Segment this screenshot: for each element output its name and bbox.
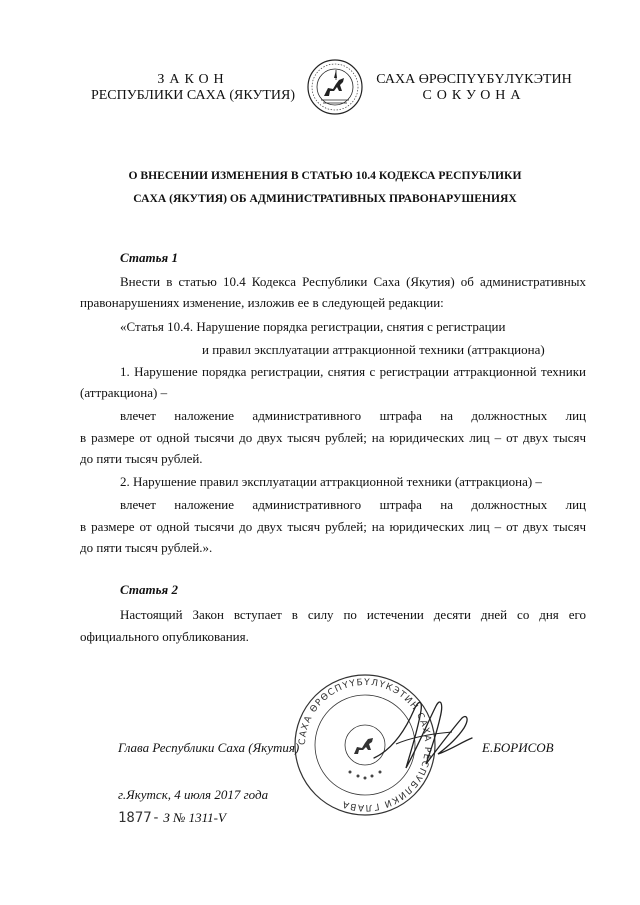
signatory-position: Глава Республики Саха (Якутия): [118, 740, 300, 755]
header-left-block: [78, 72, 308, 104]
part-2-line-3: в размере от одной тысячи до двух тысяч рублей; на юридических лиц – от двух тысяч: [80, 519, 586, 534]
stamp-ring-text: САХА ӨРӨСПҮҮБҮЛҮКЭТИН САХА РЕСПУБЛИКИ ГЛАВА: [297, 677, 433, 813]
part-1-line-4: в размере от одной тысячи до двух тысяч рублей; на юридических лиц – от двух тысяч: [80, 430, 586, 445]
article-2-line-2: официального опубликования.: [80, 629, 249, 644]
place-and-date: г.Якутск, 4 июля 2017 года: [118, 787, 269, 802]
coat-of-arms-emblem-icon: [306, 58, 364, 116]
law-number: З № 1311-V: [163, 810, 226, 825]
header-left-republic: РЕСПУБЛИКИ САХА (ЯКУТИЯ): [90, 88, 296, 103]
quote-title-line-2: и правил эксплуатации аттракционной техники (аттракциона): [202, 342, 545, 357]
document-title: [90, 164, 560, 210]
part-2-line-1: 2. Нарушение правил эксплуатации аттракционной техники (аттракциона) –: [120, 474, 542, 489]
part-2-line-4: до пяти тысяч рублей.».: [80, 540, 213, 555]
article-1-intro-line-1: Внести в статью 10.4 Кодекса Республики Саха (Якутия) об административных: [120, 274, 586, 289]
part-1-line-5: до пяти тысяч рублей.: [80, 451, 203, 466]
signatory-name: Е.БОРИСОВ: [482, 740, 554, 755]
article-2-line-1: Настоящий Закон вступает в силу по истечении десяти дней со дня его: [120, 607, 586, 622]
article-1-heading: Статья 1: [120, 250, 178, 265]
part-1-line-1: 1. Нарушение порядка регистрации, снятия с регистрации аттракционной техники: [120, 364, 586, 379]
part-1-line-2: (аттракциона) –: [80, 385, 168, 400]
part-2-line-2: влечет наложение административного штрафа на должностных лиц: [120, 497, 586, 512]
header-right-republic: САХА ӨРӨСПҮҮБҮЛҮКЭТИН: [376, 72, 572, 87]
handwritten-registration-number: 1877-: [118, 810, 161, 826]
part-1-line-3: влечет наложение административного штрафа на должностных лиц: [120, 408, 586, 423]
registration-number: [118, 810, 226, 826]
quote-title-line-1: «Статья 10.4. Нарушение порядка регистрации, снятия с регистрации: [120, 319, 506, 334]
article-1-intro-line-2: правонарушениях изменение, изложив ее в следующей редакции:: [80, 295, 444, 310]
handwritten-signature-icon: [366, 688, 478, 778]
article-2-heading: Статья 2: [120, 582, 178, 597]
title-line-2: САХА (ЯКУТИЯ) ОБ АДМИНИСТРАТИВНЫХ ПРАВОНАРУШЕНИЯХ: [133, 192, 517, 205]
title-line-1: О ВНЕСЕНИИ ИЗМЕНЕНИЯ В СТАТЬЮ 10.4 КОДЕКСА РЕСПУБЛИКИ: [128, 169, 522, 182]
header-right-block: [358, 72, 590, 104]
header-left-law: ЗАКОН: [157, 72, 229, 87]
header-right-law: СОКУОНА: [422, 88, 526, 103]
